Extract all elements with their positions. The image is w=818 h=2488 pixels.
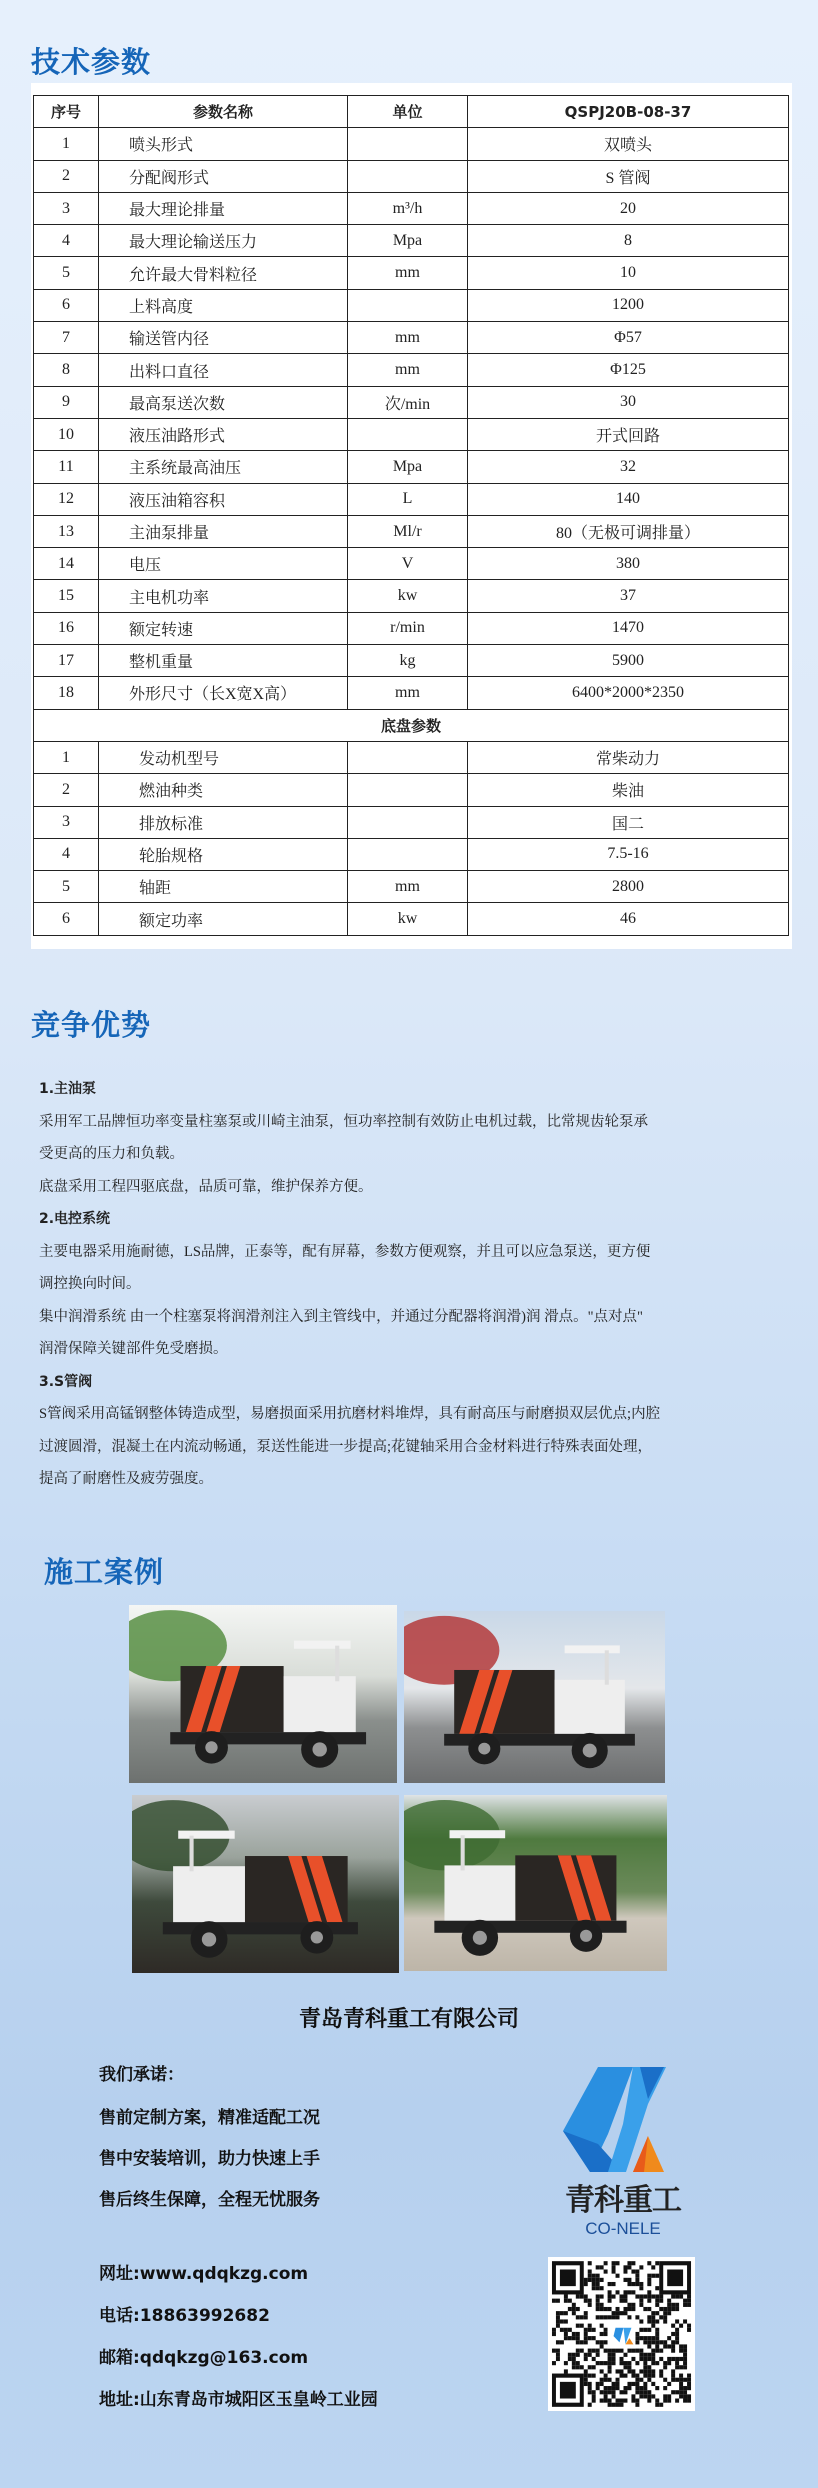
email: 邮箱:qdqkzg@163.com bbox=[99, 2348, 309, 2368]
cell-unit: V bbox=[348, 548, 468, 580]
table-row bbox=[34, 838, 789, 870]
truck-illustration bbox=[132, 1795, 399, 1973]
cell-param-name: 主系统最高油压 bbox=[99, 451, 348, 483]
cell-param-name: 允许最大骨料粒径 bbox=[99, 257, 348, 289]
cell-unit bbox=[348, 838, 468, 870]
cell-param-name: 轮胎规格 bbox=[99, 838, 348, 870]
advantage-heading: 3.S管阀 bbox=[39, 1373, 93, 1390]
advantage-paragraph: 调控换向时间。 bbox=[39, 1276, 141, 1292]
cell-param-name: 轴距 bbox=[99, 871, 348, 903]
advantage-paragraph: 采用军工品牌恒功率变量柱塞泵或川崎主油泵，恒功率控制有效防止电机过载，比常规齿轮泵承 bbox=[39, 1113, 648, 1130]
chassis-title: 底盘参数 bbox=[34, 709, 789, 741]
cell-index: 4 bbox=[34, 838, 99, 870]
cell-value: 双喷头 bbox=[468, 128, 789, 160]
promise-1: 售前定制方案，精准适配工况 bbox=[99, 2108, 320, 2128]
cell-index: 9 bbox=[34, 386, 99, 418]
cell-param-name: 排放标准 bbox=[99, 806, 348, 838]
cell-index: 1 bbox=[34, 741, 99, 773]
table-row bbox=[34, 580, 789, 612]
table-row bbox=[34, 225, 789, 257]
cell-index: 11 bbox=[34, 451, 99, 483]
table-row bbox=[34, 418, 789, 450]
cell-param-name: 燃油种类 bbox=[99, 774, 348, 806]
cell-param-name: 喷头形式 bbox=[99, 128, 348, 160]
cell-index: 16 bbox=[34, 612, 99, 644]
cell-index: 2 bbox=[34, 774, 99, 806]
cell-unit: m³/h bbox=[348, 192, 468, 224]
cell-value: 6400*2000*2350 bbox=[468, 677, 789, 709]
cell-param-name: 分配阀形式 bbox=[99, 160, 348, 192]
table-row bbox=[34, 192, 789, 224]
cell-index: 6 bbox=[34, 903, 99, 935]
table-row bbox=[34, 354, 789, 386]
cell-value: 常柴动力 bbox=[468, 741, 789, 773]
table-row bbox=[34, 548, 789, 580]
table-row bbox=[34, 774, 789, 806]
cell-param-name: 出料口直径 bbox=[99, 354, 348, 386]
cell-value: S 管阀 bbox=[468, 160, 789, 192]
cell-index: 5 bbox=[34, 257, 99, 289]
cell-value: 1470 bbox=[468, 612, 789, 644]
advantage-paragraph: 提高了耐磨性及疲劳强度。 bbox=[39, 1471, 213, 1487]
cell-unit bbox=[348, 806, 468, 838]
params-table bbox=[33, 95, 789, 936]
cell-unit: mm bbox=[348, 257, 468, 289]
cell-index: 6 bbox=[34, 289, 99, 321]
cell-index: 3 bbox=[34, 192, 99, 224]
cell-unit: mm bbox=[348, 871, 468, 903]
cell-unit: mm bbox=[348, 677, 468, 709]
advantage-heading: 2.电控系统 bbox=[39, 1211, 111, 1227]
table-row bbox=[34, 289, 789, 321]
cell-value: 1200 bbox=[468, 289, 789, 321]
header-unit: 单位 bbox=[348, 96, 468, 128]
cell-param-name: 电压 bbox=[99, 548, 348, 580]
cell-index: 15 bbox=[34, 580, 99, 612]
cell-value: 37 bbox=[468, 580, 789, 612]
cell-value: 国二 bbox=[468, 806, 789, 838]
header-param-name: 参数名称 bbox=[99, 96, 348, 128]
phone: 电话:18863992682 bbox=[99, 2306, 270, 2326]
truck-illustration bbox=[404, 1611, 665, 1783]
promise-3: 售后终生保障，全程无忧服务 bbox=[99, 2190, 320, 2210]
qr-code[interactable] bbox=[548, 2257, 695, 2411]
cell-index: 17 bbox=[34, 645, 99, 677]
cell-value: 2800 bbox=[468, 871, 789, 903]
cases-title: 施工案例 bbox=[44, 1555, 165, 1589]
truck-illustration bbox=[129, 1605, 397, 1783]
cell-value: 开式回路 bbox=[468, 418, 789, 450]
cell-index: 13 bbox=[34, 515, 99, 547]
cell-param-name: 最高泵送次数 bbox=[99, 386, 348, 418]
chassis-header-row bbox=[34, 709, 789, 741]
cell-value: 80（无极可调排量） bbox=[468, 515, 789, 547]
cell-param-name: 发动机型号 bbox=[99, 741, 348, 773]
advantage-paragraph: 底盘采用工程四驱底盘，品质可靠，维护保养方便。 bbox=[39, 1178, 373, 1195]
cell-unit bbox=[348, 774, 468, 806]
advantage-paragraph: S管阀采用高锰钢整体铸造成型，易磨损面采用抗磨材料堆焊，具有耐高压与耐磨损双层优点;内腔 bbox=[39, 1406, 661, 1422]
address: 地址:山东青岛市城阳区玉皇岭工业园 bbox=[99, 2390, 378, 2410]
table-row bbox=[34, 741, 789, 773]
cell-value: 380 bbox=[468, 548, 789, 580]
table-row bbox=[34, 871, 789, 903]
cell-param-name: 液压油路形式 bbox=[99, 418, 348, 450]
advantage-paragraph: 润滑保障关键部件免受磨损。 bbox=[39, 1341, 228, 1357]
table-row bbox=[34, 515, 789, 547]
cell-param-name: 最大理论排量 bbox=[99, 192, 348, 224]
cell-value: 46 bbox=[468, 903, 789, 935]
cell-index: 18 bbox=[34, 677, 99, 709]
cell-unit bbox=[348, 289, 468, 321]
cell-param-name: 最大理论输送压力 bbox=[99, 225, 348, 257]
table-row bbox=[34, 677, 789, 709]
cell-param-name: 额定转速 bbox=[99, 612, 348, 644]
table-row bbox=[34, 451, 789, 483]
cell-unit: mm bbox=[348, 354, 468, 386]
table-row bbox=[34, 257, 789, 289]
cell-unit bbox=[348, 418, 468, 450]
cell-index: 7 bbox=[34, 322, 99, 354]
cell-index: 4 bbox=[34, 225, 99, 257]
promise-2: 售中安装培训，助力快速上手 bbox=[99, 2149, 320, 2169]
table-row bbox=[34, 386, 789, 418]
cell-unit: kg bbox=[348, 645, 468, 677]
cell-unit bbox=[348, 741, 468, 773]
table-row bbox=[34, 645, 789, 677]
cell-value: 10 bbox=[468, 257, 789, 289]
advantage-heading: 1.主油泵 bbox=[39, 1081, 97, 1097]
cell-unit: kw bbox=[348, 580, 468, 612]
advantage-paragraph: 主要电器采用施耐德，LS品牌，正泰等，配有屏幕，参数方便观察，并且可以应急泵送，更方便 bbox=[39, 1243, 651, 1260]
cell-param-name: 主电机功率 bbox=[99, 580, 348, 612]
case-photo-2 bbox=[404, 1611, 665, 1783]
cell-index: 2 bbox=[34, 160, 99, 192]
cell-param-name: 外形尺寸（长X宽X高） bbox=[99, 677, 348, 709]
cell-unit: r/min bbox=[348, 612, 468, 644]
cell-unit: Mpa bbox=[348, 225, 468, 257]
cell-param-name: 输送管内径 bbox=[99, 322, 348, 354]
logo-text-cn: 青科重工 bbox=[565, 2183, 681, 2218]
table-row bbox=[34, 612, 789, 644]
header-index: 序号 bbox=[34, 96, 99, 128]
cell-value: 32 bbox=[468, 451, 789, 483]
advantages-title: 竞争优势 bbox=[31, 1008, 152, 1042]
logo-text-en: CO-NELE bbox=[585, 2219, 661, 2238]
cell-value: Φ125 bbox=[468, 354, 789, 386]
cell-unit bbox=[348, 128, 468, 160]
header-model: QSPJ20B-08-37 bbox=[468, 96, 789, 128]
cell-unit: Ml/r bbox=[348, 515, 468, 547]
cell-param-name: 上料高度 bbox=[99, 289, 348, 321]
company-name: 青岛青科重工有限公司 bbox=[298, 2007, 519, 2032]
truck-illustration bbox=[404, 1795, 667, 1971]
table-row bbox=[34, 128, 789, 160]
cell-unit bbox=[348, 160, 468, 192]
cell-index: 5 bbox=[34, 871, 99, 903]
qr-code-icon bbox=[548, 2257, 695, 2411]
table-row bbox=[34, 160, 789, 192]
cell-index: 1 bbox=[34, 128, 99, 160]
cell-unit: mm bbox=[348, 322, 468, 354]
cell-value: 20 bbox=[468, 192, 789, 224]
case-photo-1 bbox=[129, 1605, 397, 1783]
company-logo bbox=[548, 2064, 698, 2238]
table-row bbox=[34, 483, 789, 515]
table-header-row bbox=[34, 96, 789, 128]
cell-unit: kw bbox=[348, 903, 468, 935]
cell-unit: Mpa bbox=[348, 451, 468, 483]
table-row bbox=[34, 806, 789, 838]
promise-title: 我们承诺： bbox=[99, 2065, 184, 2085]
cell-index: 14 bbox=[34, 548, 99, 580]
cell-value: 柴油 bbox=[468, 774, 789, 806]
table-row bbox=[34, 903, 789, 935]
cell-param-name: 主油泵排量 bbox=[99, 515, 348, 547]
advantage-paragraph: 集中润滑系统 由一个柱塞泵将润滑剂注入到主管线中，并通过分配器将润滑)润 滑点。"点对点" bbox=[39, 1308, 643, 1325]
cell-index: 8 bbox=[34, 354, 99, 386]
cell-param-name: 整机重量 bbox=[99, 645, 348, 677]
advantages-text bbox=[39, 1073, 779, 1496]
website: 网址:www.qdqkzg.com bbox=[99, 2264, 309, 2284]
cell-param-name: 液压油箱容积 bbox=[99, 483, 348, 515]
tech-params-title: 技术参数 bbox=[31, 45, 152, 79]
cell-index: 10 bbox=[34, 418, 99, 450]
cell-value: 5900 bbox=[468, 645, 789, 677]
cell-index: 3 bbox=[34, 806, 99, 838]
cell-value: 7.5-16 bbox=[468, 838, 789, 870]
case-photo-3 bbox=[132, 1795, 399, 1973]
cell-index: 12 bbox=[34, 483, 99, 515]
cell-value: 8 bbox=[468, 225, 789, 257]
advantage-paragraph: 受更高的压力和负载。 bbox=[39, 1146, 184, 1162]
logo-mark-icon bbox=[548, 2064, 698, 2174]
advantage-paragraph: 过渡圆滑，混凝土在内流动畅通，泵送性能进一步提高;花键轴采用合金材料进行特殊表面处理， bbox=[39, 1438, 653, 1455]
cell-value: Φ57 bbox=[468, 322, 789, 354]
table-row bbox=[34, 322, 789, 354]
cell-value: 30 bbox=[468, 386, 789, 418]
cell-unit: 次/min bbox=[348, 386, 468, 418]
cell-unit: L bbox=[348, 483, 468, 515]
cell-value: 140 bbox=[468, 483, 789, 515]
cell-param-name: 额定功率 bbox=[99, 903, 348, 935]
case-photo-4 bbox=[404, 1795, 667, 1971]
